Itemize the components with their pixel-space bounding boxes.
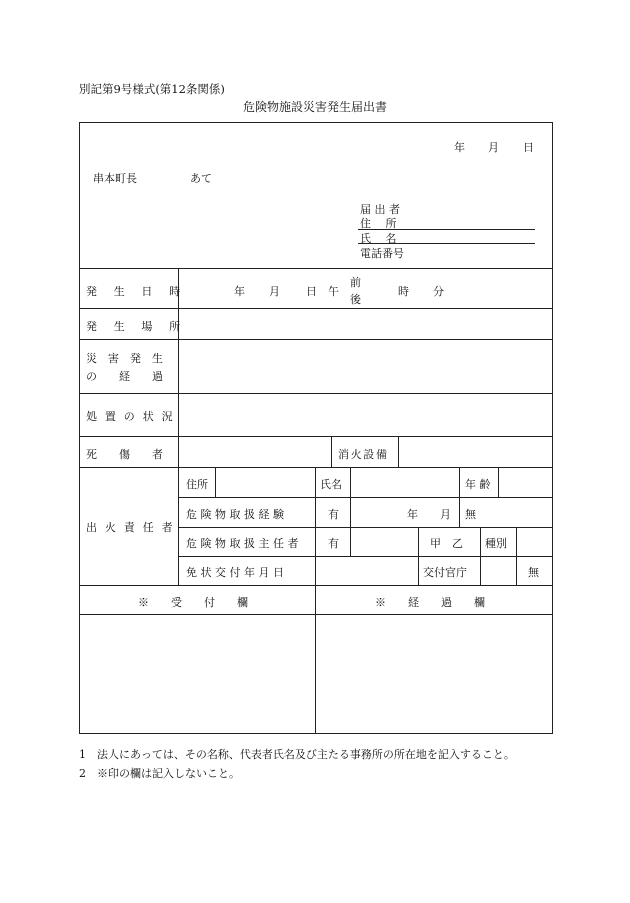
row-divider xyxy=(79,339,553,340)
col-divider xyxy=(498,467,499,497)
fr-sup-type: 種別 xyxy=(485,537,507,550)
date-year-label: 年 xyxy=(454,141,465,154)
fr-exp-year: 年 xyxy=(407,508,418,521)
occ-hour-label: 時 xyxy=(398,285,409,298)
occurrence-place-label: 発 生 場 所 xyxy=(86,320,187,333)
fr-exp-no: 無 xyxy=(465,508,476,521)
fr-name-label: 氏名 xyxy=(320,478,342,491)
col-divider xyxy=(459,467,460,497)
occ-month-label: 月 xyxy=(269,285,280,298)
disaster-course-label-1: 災 害 発 生 xyxy=(86,352,163,365)
row-divider xyxy=(79,467,553,468)
fr-license-date-label: 免 状 交 付 年 月 日 xyxy=(186,566,284,579)
notifier-address-label: 住 所 xyxy=(360,217,397,230)
col-divider xyxy=(331,436,332,467)
fire-equipment-label: 消火設備 xyxy=(338,448,389,461)
fr-issuing-office: 交付官庁 xyxy=(423,566,467,579)
row-divider xyxy=(178,497,553,498)
col-divider xyxy=(398,436,399,467)
casualties-label: 死 傷 者 xyxy=(86,448,163,461)
col-divider xyxy=(315,467,316,585)
notifier-name-label: 氏 名 xyxy=(360,232,397,245)
reception-column-header: ※ 受 付 欄 xyxy=(138,596,248,609)
note-1: 1 法人にあっては、その名称、代表者氏名及び主たる事務所の所在地を記入すること。 xyxy=(79,748,515,761)
row-divider xyxy=(178,556,553,557)
occ-am-label: 前 xyxy=(350,276,361,289)
fr-experience-label: 危 険 物 取 扱 経 験 xyxy=(186,508,284,521)
col-divider xyxy=(516,527,517,585)
row-divider xyxy=(79,393,553,394)
col-divider xyxy=(459,497,460,527)
fr-address-label: 住所 xyxy=(186,478,208,491)
treatment-status-label: 処 置 の 状 況 xyxy=(86,410,175,423)
fr-exp-yes: 有 xyxy=(328,508,339,521)
fr-exp-month: 月 xyxy=(440,508,451,521)
addressee: 串本町長 xyxy=(93,172,137,185)
notifier-phone-label: 電話番号 xyxy=(360,247,404,260)
occurrence-datetime-label: 発 生 日 時 xyxy=(86,285,187,298)
occ-year-label: 年 xyxy=(234,285,245,298)
fire-responsible-label: 出 火 責 任 者 xyxy=(86,521,175,534)
row-divider xyxy=(79,268,553,269)
fr-lic-no: 無 xyxy=(528,566,539,579)
document-title: 危険物施設災害発生届出書 xyxy=(242,100,387,114)
row-divider xyxy=(79,585,553,586)
progress-column-header: ※ 経 過 欄 xyxy=(375,596,485,609)
fr-supervisor-label: 危 険 物 取 扱 主 任 者 xyxy=(186,537,299,550)
form-number: 別記第9号様式(第12条関係) xyxy=(79,82,225,96)
row-divider xyxy=(178,527,553,528)
col-divider xyxy=(215,467,216,497)
row-divider xyxy=(79,436,553,437)
disaster-course-label-2: の 経 過 xyxy=(86,370,163,383)
addressee-suffix: あて xyxy=(190,172,212,185)
form-table xyxy=(79,122,553,734)
row-divider xyxy=(79,614,553,615)
notifier-name-underline xyxy=(358,243,535,244)
fr-sup-yes: 有 xyxy=(328,537,339,550)
col-divider xyxy=(178,268,179,585)
fr-age-label: 年 齢 xyxy=(465,478,491,491)
occ-pm-label: 後 xyxy=(350,293,361,306)
date-month-label: 月 xyxy=(488,141,499,154)
col-divider xyxy=(350,497,351,556)
occ-day-label: 日 xyxy=(306,285,317,298)
col-divider xyxy=(350,467,351,497)
col-divider xyxy=(315,585,316,734)
fr-sup-class: 甲 乙 xyxy=(430,537,463,550)
col-divider xyxy=(418,527,419,585)
col-divider xyxy=(480,527,481,585)
notifier-label: 届 出 者 xyxy=(360,203,400,216)
note-2: 2 ※印の欄は記入しないこと。 xyxy=(79,767,240,780)
occ-noon-label: 午 xyxy=(328,285,339,298)
occ-minute-label: 分 xyxy=(433,285,444,298)
row-divider xyxy=(79,308,553,309)
date-day-label: 日 xyxy=(523,141,534,154)
